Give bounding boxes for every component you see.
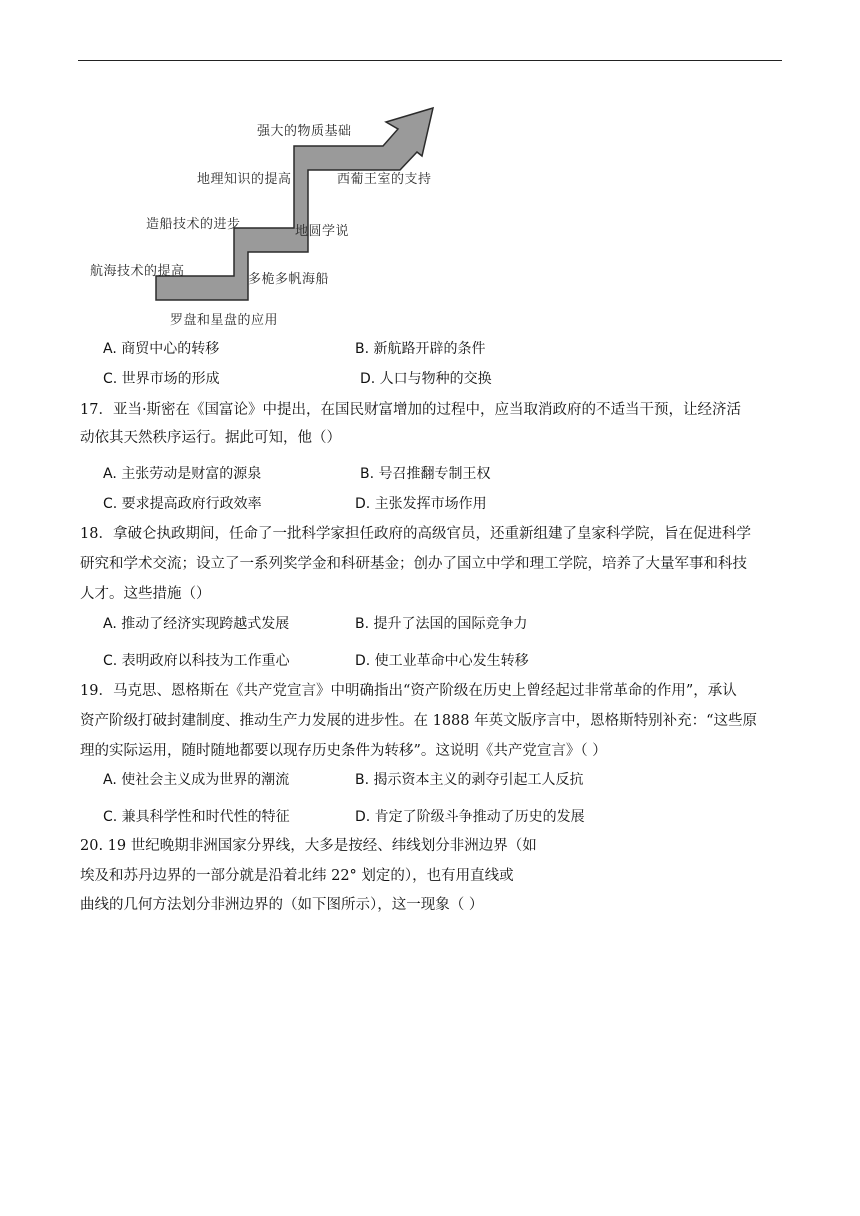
q16-option-d[interactable]: D. 人口与物种的交换 — [360, 371, 492, 387]
q17-stem-line2: 动依其天然秩序运行。据此可知，他（） — [80, 430, 341, 446]
q18-option-a[interactable]: A. 推动了经济实现跨越式发展 — [103, 616, 290, 632]
q18-stem-line2: 研究和学术交流；设立了一系列奖学金和科研基金；创办了国立中学和理工学院，培养了大量军事和科技 — [80, 556, 747, 572]
q18-option-d[interactable]: D. 使工业革命中心发生转移 — [355, 653, 529, 669]
q19-stem-line1: 19．马克思、恩格斯在《共产党宣言》中明确指出“资产阶级在历史上曾经起过非常革命的作用”，承认 — [80, 683, 737, 699]
q18-option-c[interactable]: C. 表明政府以科技为工作重心 — [103, 653, 290, 669]
staircase-figure — [80, 96, 460, 332]
q20-stem-line1: 20. 19 世纪晚期非洲国家分界线，大多是按经、纬线划分非洲边界（如 — [80, 838, 537, 854]
label-royal-support: 西葡王室的支持 — [337, 172, 432, 187]
q16-option-a[interactable]: A. 商贸中心的转移 — [103, 341, 220, 357]
label-material-base: 强大的物质基础 — [257, 124, 352, 139]
q19-option-c[interactable]: C. 兼具科学性和时代性的特征 — [103, 809, 290, 825]
q17-option-c[interactable]: C. 要求提高政府行政效率 — [103, 496, 262, 512]
q19-option-d[interactable]: D. 肯定了阶级斗争推动了历史的发展 — [355, 809, 585, 825]
q19-stem-line3: 理的实际运用，随时随地都要以现存历史条件为转移”。这说明《共产党宣言》（ ） — [80, 743, 607, 759]
label-multi-mast-ship: 多桅多帆海船 — [248, 272, 330, 287]
q16-option-b[interactable]: B. 新航路开辟的条件 — [355, 341, 486, 357]
q18-stem-line3: 人才。这些措施（） — [80, 586, 211, 602]
label-navigation: 航海技术的提高 — [90, 264, 185, 279]
q17-option-d[interactable]: D. 主张发挥市场作用 — [355, 496, 487, 512]
q20-stem-line2: 埃及和苏丹边界的一部分就是沿着北纬 22° 划定的），也有用直线或 — [80, 868, 514, 884]
label-round-earth: 地圆学说 — [295, 224, 350, 239]
q20-stem-line3: 曲线的几何方法划分非洲边界的（如下图所示），这一现象（ ） — [80, 897, 484, 913]
q17-option-b[interactable]: B. 号召推翻专制王权 — [360, 466, 491, 482]
label-shipbuilding: 造船技术的进步 — [146, 217, 241, 232]
q19-option-b[interactable]: B. 揭示资本主义的剥夺引起工人反抗 — [355, 772, 584, 788]
q17-option-a[interactable]: A. 主张劳动是财富的源泉 — [103, 466, 262, 482]
q18-stem-line1: 18．拿破仑执政期间，任命了一批科学家担任政府的高级官员，还重新组建了皇家科学院，旨在促进科学 — [80, 526, 751, 542]
label-compass-astrolabe: 罗盘和星盘的应用 — [170, 313, 279, 328]
q18-option-b[interactable]: B. 提升了法国的国际竞争力 — [355, 616, 528, 632]
header-rule — [78, 60, 782, 61]
label-geography-knowledge: 地理知识的提高 — [197, 172, 292, 187]
q16-option-c[interactable]: C. 世界市场的形成 — [103, 371, 220, 387]
q19-option-a[interactable]: A. 使社会主义成为世界的潮流 — [103, 772, 290, 788]
q19-stem-line2: 资产阶级打破封建制度、推动生产力发展的进步性。在 1888 年英文版序言中，恩格斯特别补充：“这些原 — [80, 713, 758, 729]
q17-stem-line1: 17．亚当·斯密在《国富论》中提出，在国民财富增加的过程中，应当取消政府的不适当干预，让经济活 — [80, 402, 742, 418]
